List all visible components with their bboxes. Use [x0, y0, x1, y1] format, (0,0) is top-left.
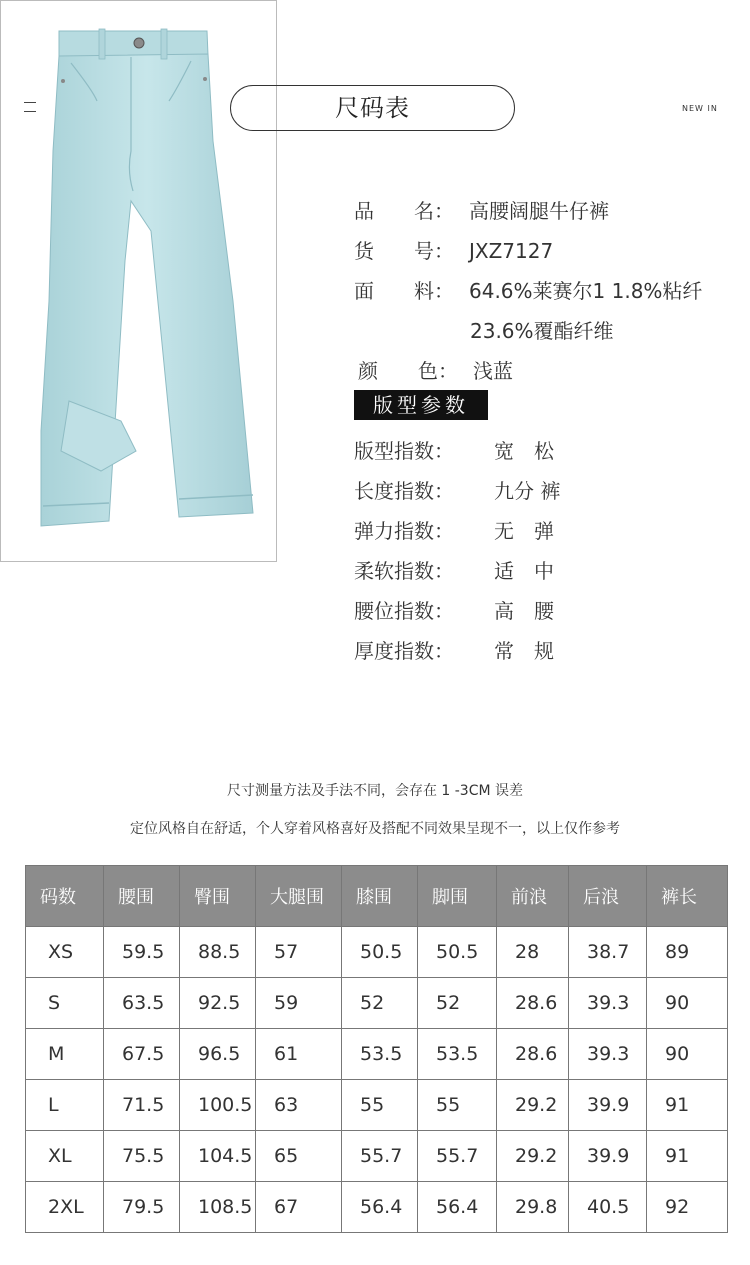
table-cell: 50.5: [418, 927, 497, 978]
table-cell: 61: [256, 1029, 342, 1080]
column-header: 后浪: [569, 866, 647, 927]
table-cell: 91: [647, 1131, 728, 1182]
product-code-value: JXZ7127: [469, 239, 554, 263]
product-name-row: [354, 195, 609, 224]
table-cell: 75.5: [104, 1131, 180, 1182]
table-cell: 67: [256, 1182, 342, 1233]
table-cell: 79.5: [104, 1182, 180, 1233]
table-cell: 56.4: [342, 1182, 418, 1233]
table-cell: 38.7: [569, 927, 647, 978]
product-color-label: 颜 色：: [358, 359, 458, 383]
menu-icon[interactable]: [24, 102, 36, 114]
spec-value: 常 规: [494, 639, 554, 663]
product-name-value: 高腰阔腿牛仔裤: [469, 199, 609, 223]
product-code-row: [354, 235, 553, 264]
table-cell: 39.9: [569, 1131, 647, 1182]
table-cell: 28.6: [497, 978, 569, 1029]
column-header: 码数: [26, 866, 104, 927]
table-cell: 29.8: [497, 1182, 569, 1233]
table-cell: 59: [256, 978, 342, 1029]
spec-row: [354, 475, 560, 504]
spec-value: 高 腰: [494, 599, 554, 623]
product-fabric-row-2: [470, 315, 614, 344]
jeans-illustration: [1, 1, 277, 562]
spec-row: [354, 555, 554, 584]
spec-label: 版型指数：: [354, 439, 454, 463]
table-cell: 108.5: [180, 1182, 256, 1233]
table-cell: 28: [497, 927, 569, 978]
column-header: 脚围: [418, 866, 497, 927]
product-fabric-value-2: 23.6%覆酯纤维: [470, 319, 614, 343]
column-header: 前浪: [497, 866, 569, 927]
table-cell: 53.5: [418, 1029, 497, 1080]
column-header: 裤长: [647, 866, 728, 927]
table-cell: 92.5: [180, 978, 256, 1029]
table-cell: 63.5: [104, 978, 180, 1029]
table-row: [26, 978, 728, 1029]
table-cell: 55: [342, 1080, 418, 1131]
new-in-label: NEW IN: [682, 104, 718, 113]
spec-value: 无 弹: [494, 519, 554, 543]
table-cell: 40.5: [569, 1182, 647, 1233]
spec-value: 九分 裤: [494, 479, 561, 503]
spec-row: [354, 635, 554, 664]
table-row: [26, 1080, 728, 1131]
table-cell: 39.3: [569, 1029, 647, 1080]
spec-row: [354, 595, 554, 624]
table-cell: 59.5: [104, 927, 180, 978]
table-cell: 53.5: [342, 1029, 418, 1080]
table-header-row: [26, 866, 728, 927]
product-code-label: 货 号：: [354, 239, 454, 263]
table-cell: 71.5: [104, 1080, 180, 1131]
table-cell: 55.7: [342, 1131, 418, 1182]
table-cell: 100.5: [180, 1080, 256, 1131]
table-cell: 65: [256, 1131, 342, 1182]
product-fabric-row: [354, 275, 702, 304]
table-cell: 52: [342, 978, 418, 1029]
spec-badge: 版型参数: [354, 390, 488, 420]
spec-label: 厚度指数：: [354, 639, 454, 663]
column-header: 膝围: [342, 866, 418, 927]
column-header: 大腿围: [256, 866, 342, 927]
table-cell: M: [26, 1029, 104, 1080]
table-cell: 55: [418, 1080, 497, 1131]
table-cell: 55.7: [418, 1131, 497, 1182]
table-cell: L: [26, 1080, 104, 1131]
table-cell: 39.9: [569, 1080, 647, 1131]
spec-label: 柔软指数：: [354, 559, 454, 583]
spec-label: 弹力指数：: [354, 519, 454, 543]
size-table: [25, 865, 728, 1233]
spec-value: 宽 松: [494, 439, 554, 463]
table-cell: 92: [647, 1182, 728, 1233]
spec-label: 腰位指数：: [354, 599, 454, 623]
table-cell: 29.2: [497, 1131, 569, 1182]
table-cell: 50.5: [342, 927, 418, 978]
table-cell: 88.5: [180, 927, 256, 978]
page-title: 尺码表: [230, 85, 515, 131]
product-color-row: [358, 355, 513, 384]
table-cell: S: [26, 978, 104, 1029]
spec-label: 长度指数：: [354, 479, 454, 503]
table-cell: 96.5: [180, 1029, 256, 1080]
table-cell: 90: [647, 978, 728, 1029]
table-cell: XS: [26, 927, 104, 978]
product-fabric-value-1: 64.6%莱赛尔1 1.8%粘纤: [469, 279, 703, 303]
style-note: 定位风格自在舒适，个人穿着风格喜好及搭配不同效果呈现不一，以上仅作参考: [130, 821, 620, 837]
table-cell: 56.4: [418, 1182, 497, 1233]
table-cell: 57: [256, 927, 342, 978]
spec-row: [354, 515, 554, 544]
table-cell: 52: [418, 978, 497, 1029]
table-row: [26, 927, 728, 978]
table-cell: 67.5: [104, 1029, 180, 1080]
product-name-label: 品 名：: [354, 199, 454, 223]
spec-value: 适 中: [494, 559, 554, 583]
measurement-note: 尺寸测量方法及手法不同，会存在 1 -3CM 误差: [226, 783, 524, 799]
table-cell: 28.6: [497, 1029, 569, 1080]
table-cell: 104.5: [180, 1131, 256, 1182]
table-cell: 89: [647, 927, 728, 978]
table-cell: 63: [256, 1080, 342, 1131]
column-header: 腰围: [104, 866, 180, 927]
product-color-value: 浅蓝: [473, 359, 513, 383]
spec-row: [354, 435, 554, 464]
table-cell: 29.2: [497, 1080, 569, 1131]
product-fabric-label: 面 料：: [354, 279, 454, 303]
column-header: 臀围: [180, 866, 256, 927]
table-row: [26, 1131, 728, 1182]
table-row: [26, 1029, 728, 1080]
product-image: [0, 0, 277, 562]
table-cell: 90: [647, 1029, 728, 1080]
table-cell: XL: [26, 1131, 104, 1182]
table-cell: 91: [647, 1080, 728, 1131]
table-cell: 39.3: [569, 978, 647, 1029]
table-cell: 2XL: [26, 1182, 104, 1233]
table-row: [26, 1182, 728, 1233]
